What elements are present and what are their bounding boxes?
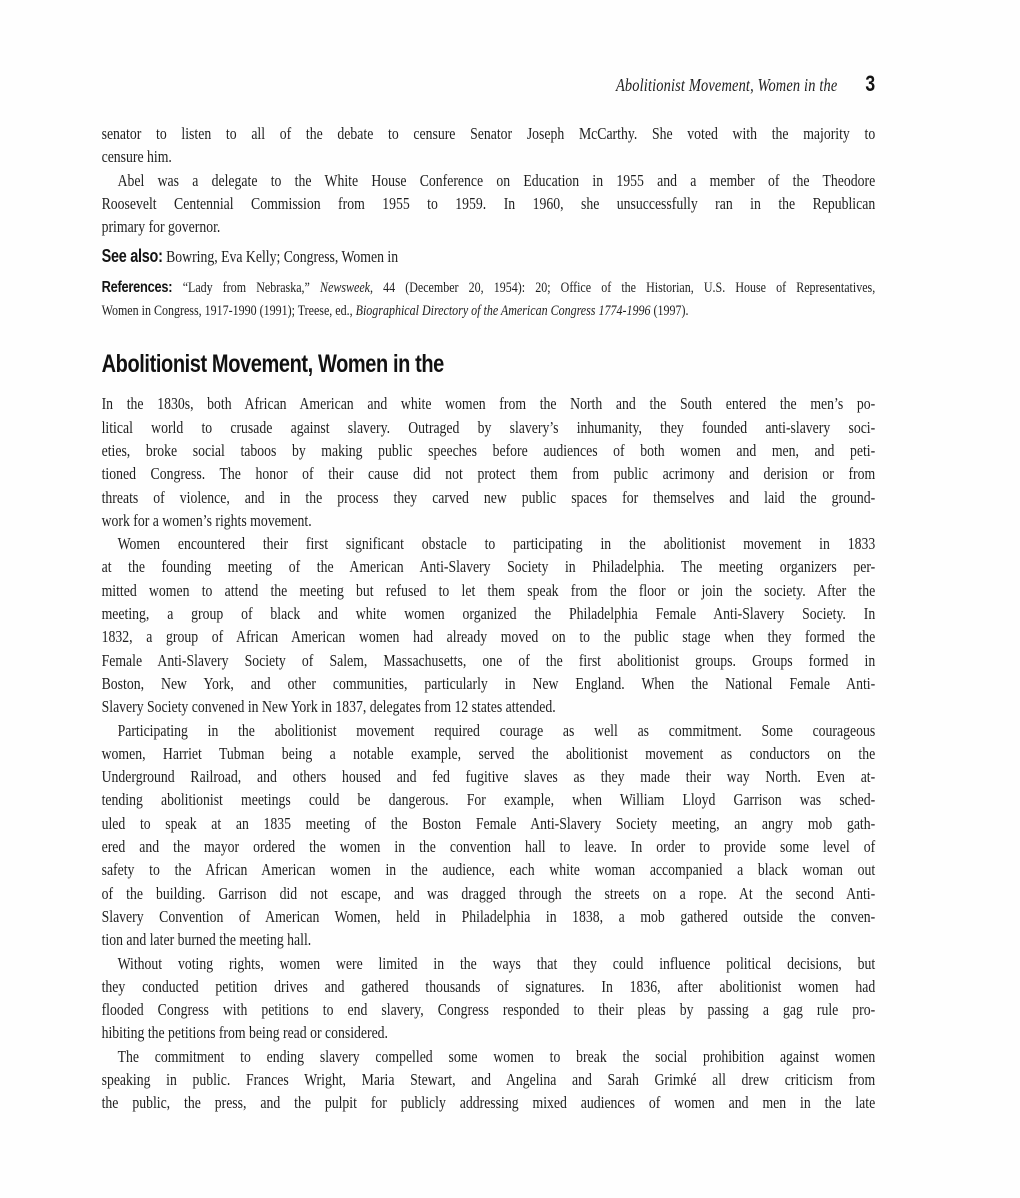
text-line: women, Harriet Tubman being a notable example, served the abolitionist movement as conductors on the — [101, 743, 876, 763]
text-line: primary for governor. — [101, 217, 221, 237]
text-line: they conducted petition drives and gathered thousands of signatures. In 1836, after abolitionist women had — [101, 976, 876, 996]
continuation-paragraphs — [102, 122, 876, 238]
text-line: of the building. Garrison did not escape, and was dragged through the streets on a rope. At the second Anti- — [101, 883, 876, 903]
text-line: Underground Railroad, and others housed and fed fugitive slaves as they made their way North. Even at- — [101, 767, 876, 787]
text-line: tioned Congress. The honor of their cause did not protect them from public acrimony and derision or from — [101, 464, 876, 484]
text-line: litical world to crusade against slavery. Outraged by slavery’s inhumanity, they founded anti-slavery soci- — [101, 417, 876, 437]
references-block — [102, 276, 876, 324]
reference-title-italic: Biographical Directory of the American Congress 1774-1996 — [355, 303, 651, 320]
text-line: The commitment to ending slavery compelled some women to break the social prohibition against women — [117, 1046, 876, 1066]
reference-line — [102, 276, 876, 300]
text-line: ered and the mayor ordered the women in the convention hall to leave. In order to provide some level of — [101, 837, 876, 857]
page-header — [102, 71, 876, 98]
text-line: tion and later burned the meeting hall. — [101, 930, 312, 950]
paragraph — [102, 952, 876, 1045]
references-label: References: — [101, 278, 183, 296]
text-line: work for a women’s rights movement. — [101, 510, 312, 530]
text-line: Slavery Society convened in New York in 1837, delegates from 12 states attended. — [101, 697, 556, 717]
text-line: safety to the African American women in the audience, each white woman accompanied a black woman out — [101, 860, 876, 880]
entry-paragraphs — [102, 392, 876, 1114]
paragraph — [102, 392, 876, 532]
text-line: Roosevelt Centennial Commission from 1955 to 1959. In 1960, she unsuccessfully ran in the Republican — [101, 193, 876, 213]
paragraph — [102, 532, 876, 718]
text-line: uled to speak at an 1835 meeting of the Boston Female Anti-Slavery Society meeting, an angry mob gath- — [101, 813, 876, 833]
running-head: Abolitionist Movement, Women in the — [615, 75, 838, 95]
reference-text: , 44 (December 20, 1954): 20; Office of the Historian, U.S. House of Representatives, — [369, 279, 876, 296]
paragraph — [102, 122, 876, 169]
text-line: flooded Congress with petitions to end slavery, Congress responded to their pleas by passing a gag rule pro- — [101, 1000, 876, 1020]
text-line: Participating in the abolitionist movement required courage as well as commitment. Some courageous — [117, 720, 876, 740]
text-line: the public, the press, and the pulpit for publicly addressing mixed audiences of women and men in the late — [101, 1093, 876, 1113]
text-line: In the 1830s, both African American and white women from the North and the South entered the men’s po- — [101, 394, 876, 414]
text-line: Without voting rights, women were limited in the ways that they could influence political decisions, but — [117, 953, 876, 973]
text-line: 1832, a group of African American women had already moved on to the public stage when they formed the — [101, 627, 876, 647]
text-line: Female Anti-Slavery Society of Salem, Massachusetts, one of the first abolitionist groups. Groups formed in — [101, 650, 876, 670]
text-line: meeting, a group of black and white women organized the Philadelphia Female Anti-Slavery Society. In — [101, 604, 876, 624]
text-line: Slavery Convention of American Women, held in Philadelphia in 1838, a mob gathered outside the conven- — [101, 906, 876, 926]
text-line: censure him. — [101, 147, 172, 167]
reference-title-italic: Newsweek — [320, 279, 370, 296]
text-line: Boston, New York, and other communities, particularly in New England. When the National Female Anti- — [101, 673, 876, 693]
text-line: at the founding meeting of the American Anti-Slavery Society in Philadelphia. The meeting organizers per- — [101, 557, 876, 577]
see-also-label: See also: — [101, 246, 163, 267]
page-scan-content — [0, 71, 1020, 1115]
see-also-line — [102, 245, 876, 268]
text-line: hibiting the petitions from being read or considered. — [101, 1023, 388, 1043]
reference-text: Women in Congress, 1917-1990 (1991); Treese, ed., — [101, 303, 356, 320]
reference-text: (1997). — [650, 303, 689, 320]
reference-text: “Lady from Nebraska,” — [182, 279, 320, 296]
page-number: 3 — [865, 71, 876, 96]
see-also-entries: Bowring, Eva Kelly; Congress, Women in — [166, 247, 399, 267]
entry-heading: Abolitionist Movement, Women in the — [101, 350, 444, 379]
text-line: eties, broke social taboos by making public speeches before audiences of both women and men, and peti- — [101, 440, 876, 460]
text-line: Abel was a delegate to the White House Conference on Education in 1955 and a member of the Theodore — [117, 170, 876, 190]
text-line: mitted women to attend the meeting but refused to let them speak from the floor or join the society. After the — [101, 580, 876, 600]
text-line: threats of violence, and in the process they carved new public spaces for themselves and laid the ground- — [101, 487, 876, 507]
text-line: Women encountered their first significant obstacle to participating in the abolitionist movement in 1833 — [117, 534, 876, 554]
reference-line — [102, 300, 876, 323]
paragraph — [102, 719, 876, 952]
text-line: senator to listen to all of the debate to censure Senator Joseph McCarthy. She voted with the majority to — [101, 124, 876, 143]
paragraph — [102, 169, 876, 239]
paragraph — [102, 1045, 876, 1115]
text-line: tending abolitionist meetings could be dangerous. For example, when William Lloyd Garrison was sched- — [101, 790, 876, 810]
text-line: speaking in public. Frances Wright, Maria Stewart, and Angelina and Sarah Grimké all drew criticism from — [101, 1069, 876, 1089]
